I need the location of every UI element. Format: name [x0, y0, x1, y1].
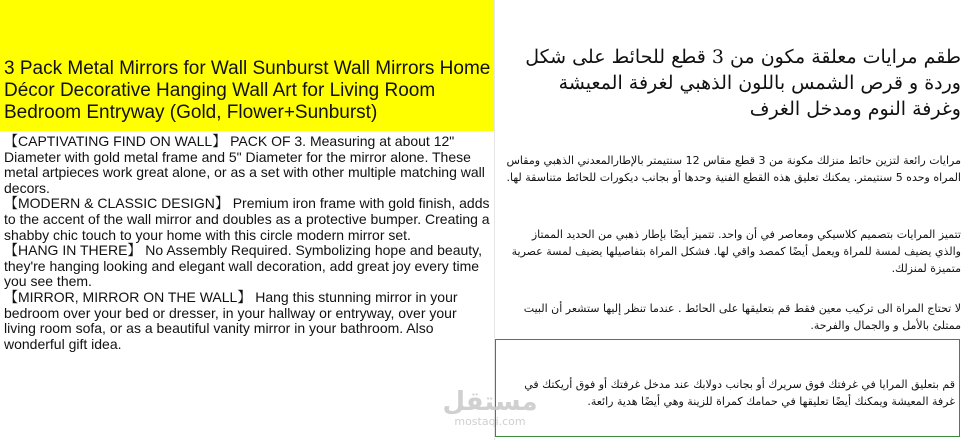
title-highlight [0, 0, 494, 131]
feature-ar-2: تتميز المرايات بتصميم كلاسيكي ومعاصر في أن واحد. تتميز أيضًا بإطار ذهبي من الحديد الممتاز والذي يضيف لمسة للمراة ويعمل أيضًا كمصد واقي لها. فشكل المراة بتفاصيلها يضيف لمسة عصرية متميزة لمنزلك. [511, 228, 961, 275]
feature-ar-3: لا تحتاج المراة الى تركيب معين فقط قم بتعليقها على الحائط . عندما تنظر إليها ستشعر أن البيت ممتلئ بالأمل و والجمال والفرحة. [523, 302, 961, 332]
feature-en-2: 【MODERN & CLASSIC DESIGN】 Premium iron frame with gold finish, adds to the accent of the wall mirror and doubles as a protective bumper. Creating a shabby chic touch to your home with this circle modern mirror set. [4, 195, 490, 243]
watermark-site: mostaqi.com [454, 415, 526, 428]
feature-en-1: 【CAPTIVATING FIND ON WALL】 PACK OF 3. Measuring at about 12" Diameter with gold metal frame and 5" Diameter for the mirror alone. These metal artpieces work great alone, or as a set with other multiple matching wall decors. [4, 133, 485, 196]
feature-en-4: 【MIRROR, MIRROR ON THE WALL】 Hang this stunning mirror in your bedroom over your bed or dresser, in your hallway or entryway, over your living room sofa, or as a beautiful vanity mirror in your bathroom. Also wonderful gift idea. [4, 288, 458, 352]
product-title-ar: طقم مرايات معلقة مكون من 3 قطع للحائط على شكل وردة و قرص الشمس باللون الذهبي لغرفة المعيشة وغرفة النوم ومدخل الغرف [525, 46, 961, 120]
watermark-logo-text: مستقل [442, 387, 538, 417]
feature-ar-4: قم بتعليق المرايا في غرفتك فوق سريرك أو بجانب دولابك عند مدخل غرفتك أو فوق أريكتك في غرفة المعيشة ويمكنك أيضًا تعليقها في حمامك كمراة للزينة وهي أيضًا هدية رائعة. [524, 378, 955, 408]
product-title-en: 3 Pack Metal Mirrors for Wall Sunburst Wall Mirrors Home Décor Decorative Hanging Wall Art for Living Room Bedroom Entryway (Gold, Flower+Sunburst) [4, 58, 491, 123]
feature-ar-1: مرايات رائعة لتزين حائط منزلك مكونة من 3 قطع مقاس 12 سنتيمتر بالإطارالمعدني الذهبي ومقاس المراه وحده 5 سنتيمتر. يمكنك تعليق هذه القطع الفنية وحدها أو بجانب ديكورات للحائط متناسقة لها. [506, 154, 961, 184]
features-en [4, 134, 490, 352]
selected-text-box[interactable] [495, 339, 960, 437]
feature-en-3: 【HANG IN THERE】 No Assembly Required. Symbolizing hope and beauty, they're hanging looking and elegant wall decoration, add great joy every time you see them. [4, 242, 483, 290]
watermark-logo [430, 388, 550, 428]
